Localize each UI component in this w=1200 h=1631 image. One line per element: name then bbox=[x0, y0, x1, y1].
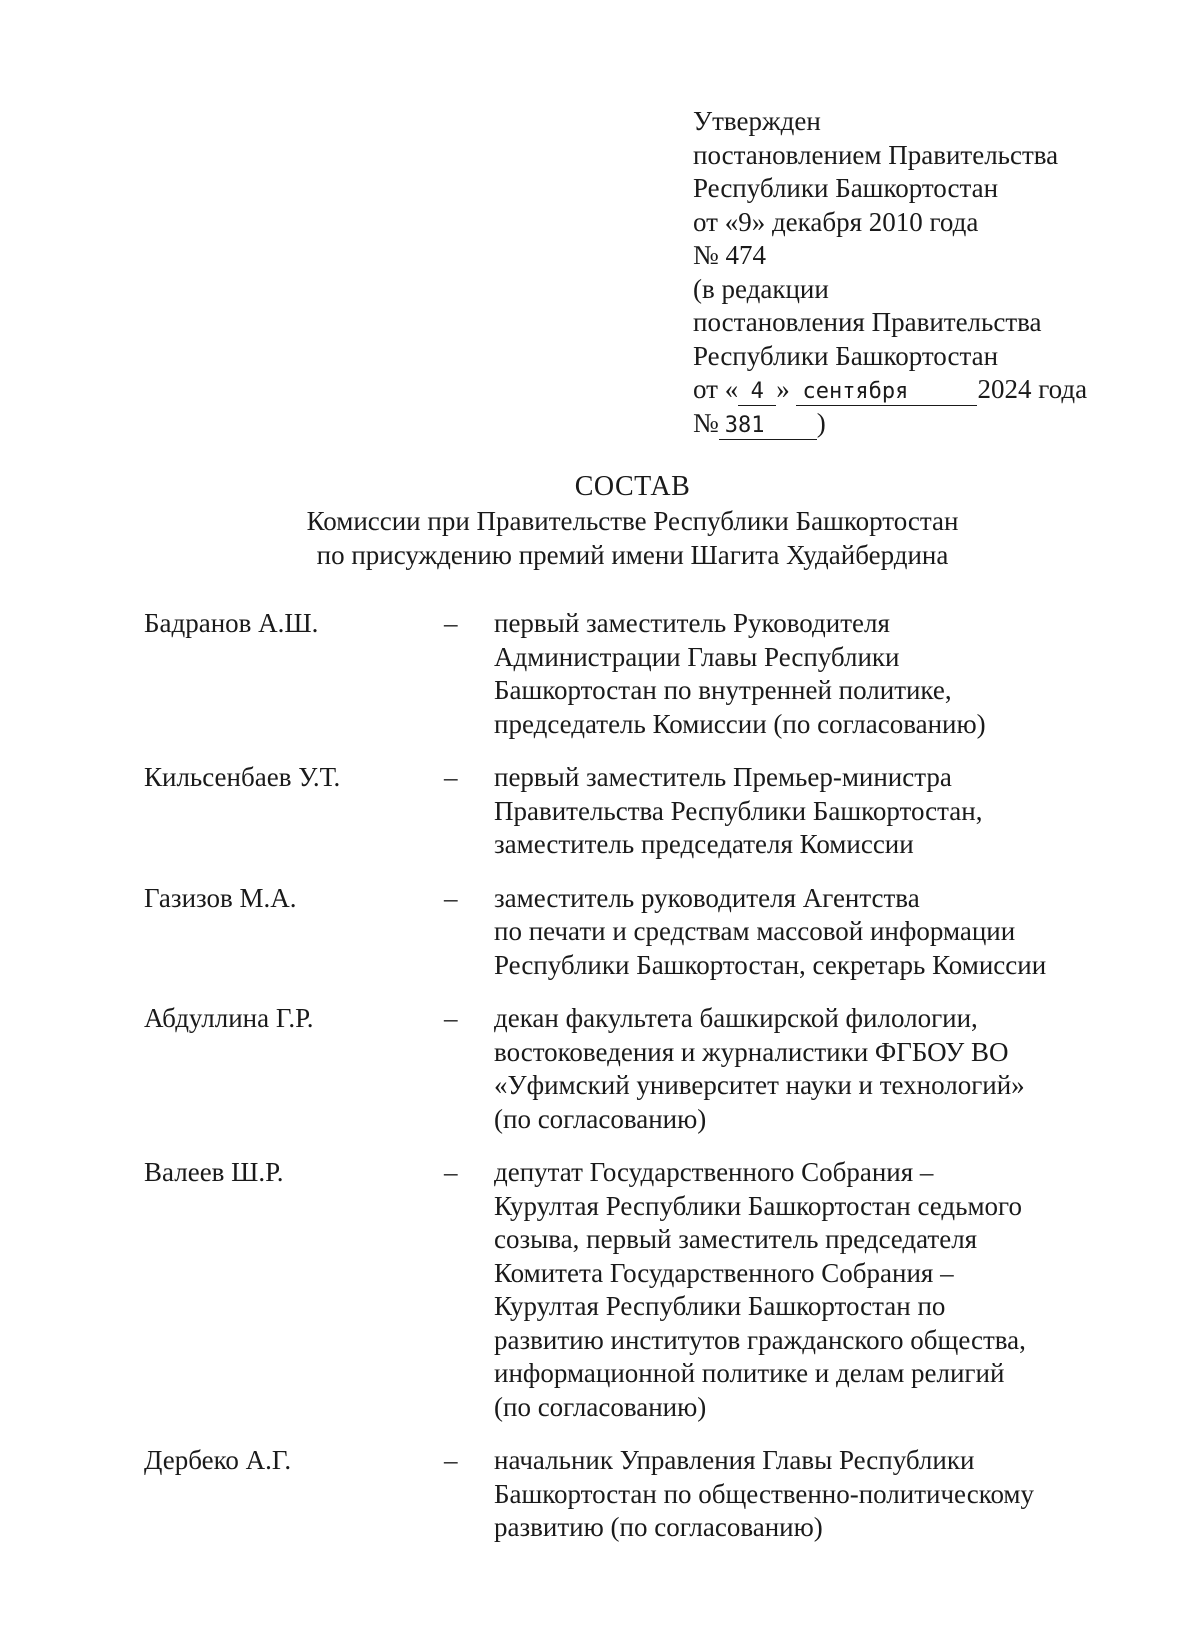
member-row bbox=[144, 882, 1144, 983]
role-line: депутат Государственного Собрания – bbox=[494, 1157, 934, 1187]
approval-line: Утвержден bbox=[693, 106, 821, 136]
role-line: Курултая Республики Башкортостан по bbox=[494, 1291, 946, 1321]
number-close: ) bbox=[816, 407, 826, 438]
role-line: Правительства Республики Башкортостан, bbox=[494, 795, 983, 826]
heading-line: Комиссии при Правительстве Республики Башкортостан bbox=[306, 506, 959, 536]
member-name: Газизов М.А. bbox=[144, 882, 297, 913]
role-line: заместитель председателя Комиссии bbox=[494, 829, 914, 859]
number-field: 381 bbox=[719, 413, 817, 440]
member-name: Кильсенбаев У.Т. bbox=[144, 762, 341, 792]
role-line: развитию (по согласованию) bbox=[494, 1512, 823, 1542]
member-name: Абдуллина Г.Р. bbox=[144, 1003, 314, 1033]
member-row bbox=[144, 1002, 1144, 1136]
member-name: Дербеко А.Г. bbox=[144, 1445, 292, 1475]
approval-line: (в редакции bbox=[693, 273, 829, 304]
approval-line: Республики Башкортостан bbox=[693, 173, 999, 203]
dash: – bbox=[444, 1003, 458, 1033]
member-role bbox=[494, 1002, 1144, 1136]
role-line: начальник Управления Главы Республики bbox=[494, 1445, 975, 1475]
heading-line: по присуждению премий имени Шагита Худайбердина bbox=[316, 540, 949, 570]
role-line: развитию институтов гражданского общества, bbox=[494, 1324, 1026, 1355]
role-line: (по согласованию) bbox=[494, 1103, 707, 1134]
role-line: информационной политике и делам религий bbox=[494, 1358, 1005, 1388]
dash: – bbox=[444, 882, 458, 913]
role-line: созыва, первый заместитель председателя bbox=[494, 1224, 978, 1254]
member-row bbox=[144, 1444, 1144, 1545]
role-line: Башкортостан по общественно-политическому bbox=[494, 1478, 1035, 1509]
document-heading bbox=[0, 470, 1200, 572]
role-line: Комитета Государственного Собрания – bbox=[494, 1257, 954, 1288]
approval-stamp bbox=[693, 105, 1163, 440]
role-line: первый заместитель Руководителя bbox=[494, 608, 890, 638]
approval-line: от «9» декабря 2010 года bbox=[693, 206, 979, 237]
heading-title: СОСТАВ bbox=[574, 471, 691, 502]
role-line: Республики Башкортостан, секретарь Комиссии bbox=[494, 949, 1047, 980]
role-line: Курултая Республики Башкортостан седьмого bbox=[494, 1190, 1022, 1221]
role-line: Администрации Главы Республики bbox=[494, 641, 900, 672]
date-close: » bbox=[776, 374, 790, 404]
role-line: председатель Комиссии (по согласованию) bbox=[494, 708, 986, 739]
role-line: заместитель руководителя Агентства bbox=[494, 882, 920, 913]
approval-line: постановлением Правительства bbox=[693, 139, 1059, 170]
member-role bbox=[494, 1156, 1144, 1424]
members-list bbox=[144, 607, 1144, 1565]
member-name: Валеев Ш.Р. bbox=[144, 1157, 284, 1187]
role-line: первый заместитель Премьер-министра bbox=[494, 762, 952, 792]
dash: – bbox=[444, 762, 458, 792]
role-line: «Уфимский университет науки и технологий» bbox=[494, 1070, 1025, 1100]
member-role bbox=[494, 607, 1144, 741]
role-line: востоковедения и журналистики ФГБОУ ВО bbox=[494, 1036, 1009, 1067]
role-line: декан факультета башкирской филологии, bbox=[494, 1003, 978, 1033]
role-line: (по согласованию) bbox=[494, 1391, 707, 1422]
member-role bbox=[494, 761, 1144, 862]
member-row bbox=[144, 607, 1144, 741]
member-name: Бадранов А.Ш. bbox=[144, 608, 319, 638]
date-day-field: 4 bbox=[738, 379, 776, 406]
amendment-number-line bbox=[693, 407, 1163, 441]
approval-line: Республики Башкортостан bbox=[693, 340, 999, 371]
dash: – bbox=[444, 1445, 458, 1475]
member-role bbox=[494, 882, 1144, 983]
approval-line: постановления Правительства bbox=[693, 307, 1042, 337]
member-role bbox=[494, 1444, 1144, 1545]
amendment-date-line bbox=[693, 373, 1163, 407]
dash: – bbox=[444, 1157, 458, 1187]
date-month-field: сентября bbox=[796, 379, 977, 406]
date-prefix: от « bbox=[693, 374, 739, 404]
number-prefix: № bbox=[693, 407, 719, 438]
member-row bbox=[144, 1156, 1144, 1424]
role-line: по печати и средствам массовой информации bbox=[494, 916, 1016, 946]
dash: – bbox=[444, 608, 458, 638]
approval-line: № 474 bbox=[693, 240, 767, 270]
role-line: Башкортостан по внутренней политике, bbox=[494, 675, 952, 705]
member-row bbox=[144, 761, 1144, 862]
date-year: 2024 года bbox=[977, 374, 1088, 404]
